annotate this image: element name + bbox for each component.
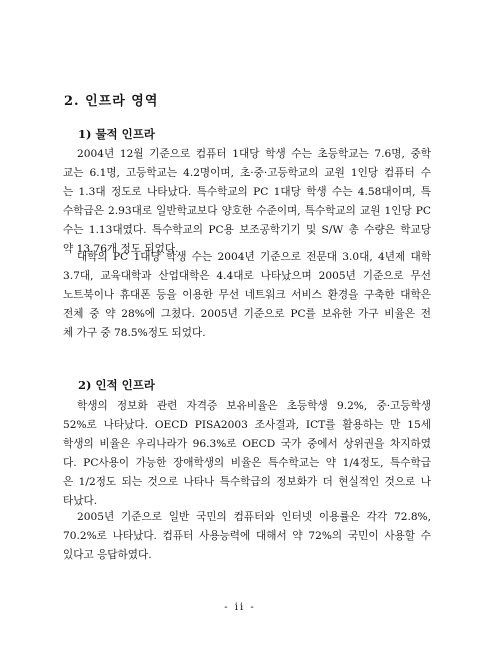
text-line: 전체 중 약 28%에 그쳤다. 2005년 기준으로 PC를 보유한 가구 비율은 전 [63,308,431,320]
text-line: 있다고 응답하였다. [63,549,152,561]
text-line: 은 1/2정도 되는 것으로 나타나 특수학급의 정보화가 더 현실적인 것으로 나 [63,476,431,488]
paragraph-human-2 [63,508,431,565]
text-line: 70.2%로 나타났다. 컴퓨터 사용능력에 대해서 약 72%의 국민이 사용할 수 [63,530,431,542]
text-line: 노트북이나 휴대폰 등을 이용한 무선 네트워크 서비스 환경을 구축한 대학은 [63,289,431,301]
text-line: 대학의 PC 1대당 학생 수는 2004년 기준으로 전문대 3.0대, 4년제 대학 [77,251,431,263]
page-number: - ii - [224,602,256,613]
paragraph-human-1 [63,397,431,511]
paragraph-physical-1 [63,145,431,259]
text-line: 교는 6.1명, 고등학교는 4.2명이며, 초·중·고등학교의 교원 1인당 컴퓨터 수 [63,167,431,179]
text-line: 다. PC사용이 가능한 장애학생의 비율은 특수학교는 약 1/4정도, 특수학급 [63,457,431,469]
subsection-heading-human: 2) 인적 인프라 [78,378,155,392]
section-title: 2. 인프라 영역 [64,94,159,109]
text-line: 는 1.3대 정도로 나타났다. 특수학교의 PC 1대당 학생 수는 4.58대이며, 특 [63,186,431,198]
text-line: 체 가구 중 78.5%정도 되었다. [63,327,206,339]
text-line: 수학급은 2.93대로 일반학교보다 양호한 수준이며, 특수학교의 교원 1인당 PC [63,205,431,217]
text-line: 타났다. [63,495,98,507]
text-line: 2004년 12월 기준으로 컴퓨터 1대당 학생 수는 초등학교는 7.6명, 중학 [77,148,431,160]
text-line: 학생의 정보화 관련 자격증 보유비율은 초등학생 9.2%, 중·고등학생 [77,400,431,412]
text-line: 3.7대, 교육대학과 산업대학은 4.4대로 나타났으며 2005년 기준으로 무선 [63,270,431,282]
text-line: 약 13.76개 정도 되었다. [63,243,179,255]
paragraph-physical-2 [63,248,431,343]
subsection-heading-physical: 1) 물적 인프라 [78,127,155,141]
text-line: 2005년 기준으로 일반 국민의 컴퓨터와 인터넷 이용률은 각각 72.8%, [77,511,431,523]
text-line: 52%로 나타났다. OECD PISA2003 조사결과, ICT를 활용하는 만 15세 [63,419,431,431]
text-line: 수는 1.13대였다. 특수학교의 PC용 보조공학기기 및 S/W 총 수량은 학교당 [63,224,431,236]
text-line: 학생의 비율은 우리나라가 96.3%로 OECD 국가 중에서 상위권을 차지하였 [63,438,431,450]
